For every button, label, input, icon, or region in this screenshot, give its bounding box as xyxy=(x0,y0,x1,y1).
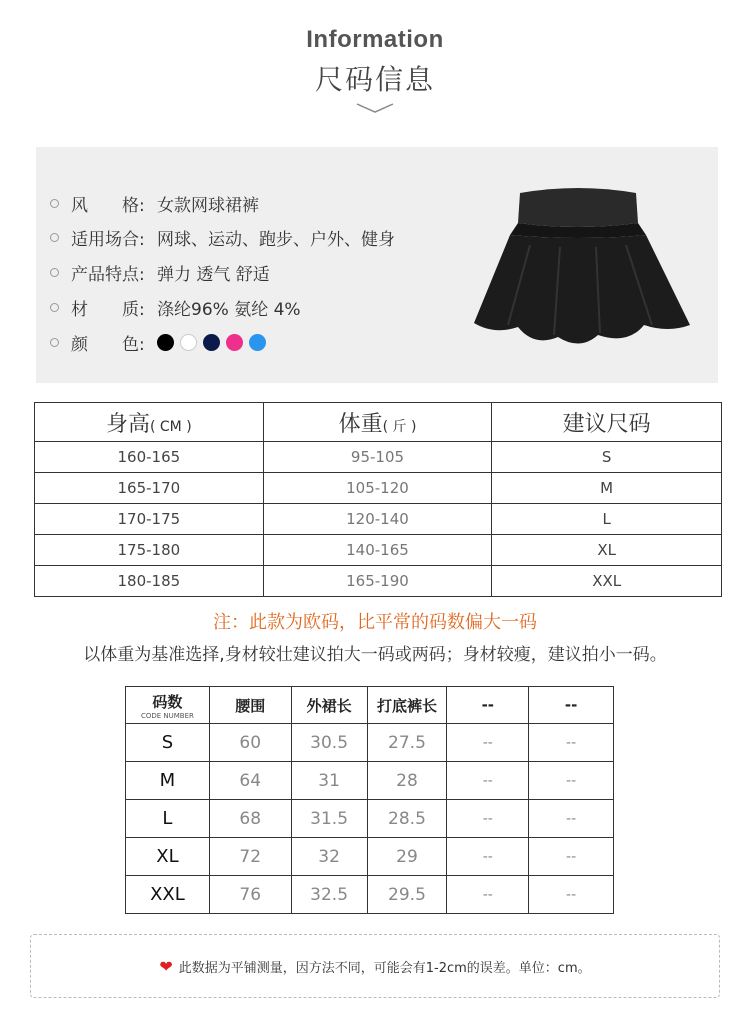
skirt-length-cell: 31.5 xyxy=(291,800,367,838)
skirt-length-cell: 31 xyxy=(291,762,367,800)
empty-cell: -- xyxy=(529,838,614,876)
info-row-style xyxy=(50,191,259,216)
height-cell: 160-165 xyxy=(35,442,264,473)
sizing-note-advice: 以体重为基准选择,身材较壮建议拍大一码或两码；身材较瘦，建议拍小一码。 xyxy=(83,645,667,665)
header-label: 建议尺码 xyxy=(562,411,651,437)
header-code xyxy=(126,687,210,724)
table-row xyxy=(35,473,722,504)
bullet-icon xyxy=(50,268,59,277)
heart-icon: ❤ xyxy=(159,956,173,976)
waist-cell: 64 xyxy=(209,762,291,800)
weight-cell: 140-165 xyxy=(263,535,492,566)
shorts-length-cell: 27.5 xyxy=(367,724,447,762)
waist-cell: 76 xyxy=(209,876,291,914)
height-cell: 180-185 xyxy=(35,566,264,597)
empty-cell: -- xyxy=(447,800,529,838)
waist-cell: 72 xyxy=(209,838,291,876)
skirt-product-image xyxy=(468,175,698,355)
color-swatch-pink[interactable] xyxy=(226,334,243,351)
shorts-length-cell: 28.5 xyxy=(367,800,447,838)
skirt-length-cell: 30.5 xyxy=(291,724,367,762)
height-cell: 165-170 xyxy=(35,473,264,504)
bullet-icon xyxy=(50,199,59,208)
sizing-note-warning: 注：此款为欧码，比平常的码数偏大一码 xyxy=(213,612,537,633)
header-shorts-length: 打底裤长 xyxy=(367,687,447,724)
color-swatch-white[interactable] xyxy=(180,334,197,351)
size-cell: M xyxy=(492,473,722,504)
size-cell: L xyxy=(126,800,210,838)
header-label: 码数 xyxy=(152,692,183,711)
color-swatch-black[interactable] xyxy=(157,334,174,351)
header-waist: 腰围 xyxy=(209,687,291,724)
title-en: Information xyxy=(306,26,444,53)
bullet-icon xyxy=(50,303,59,312)
header-label: 体重 xyxy=(338,411,383,437)
header xyxy=(0,26,750,120)
table-row xyxy=(126,800,614,838)
size-cell: S xyxy=(492,442,722,473)
table-row xyxy=(35,566,722,597)
weight-cell: 165-190 xyxy=(263,566,492,597)
color-swatch-navy[interactable] xyxy=(203,334,220,351)
info-value: 女款网球裙裤 xyxy=(157,196,259,216)
info-label: 颜 色: xyxy=(71,335,145,355)
header-unit: ( CM ) xyxy=(149,418,192,435)
title-cn: 尺码信息 xyxy=(314,63,435,96)
color-swatch-blue[interactable] xyxy=(249,334,266,351)
empty-cell: -- xyxy=(447,762,529,800)
info-label: 适用场合: xyxy=(71,230,145,250)
header-empty: -- xyxy=(447,687,529,724)
info-row-occasion xyxy=(50,225,395,250)
info-value: 涤纶96% 氨纶 4% xyxy=(157,300,301,320)
size-cell: M xyxy=(126,762,210,800)
empty-cell: -- xyxy=(529,762,614,800)
measurement-table xyxy=(125,686,614,914)
height-cell: 170-175 xyxy=(35,504,264,535)
bullet-icon xyxy=(50,338,59,347)
table-header-row xyxy=(35,403,722,442)
header-weight xyxy=(263,403,492,442)
empty-cell: -- xyxy=(529,800,614,838)
shorts-length-cell: 28 xyxy=(367,762,447,800)
empty-cell: -- xyxy=(529,876,614,914)
table-row xyxy=(35,535,722,566)
waist-cell: 60 xyxy=(209,724,291,762)
empty-cell: -- xyxy=(529,724,614,762)
header-height xyxy=(35,403,264,442)
weight-cell: 105-120 xyxy=(263,473,492,504)
empty-cell: -- xyxy=(447,876,529,914)
height-cell: 175-180 xyxy=(35,535,264,566)
skirt-length-cell: 32.5 xyxy=(291,876,367,914)
bullet-icon xyxy=(50,233,59,242)
disclaimer-text: 此数据为平铺测量，因方法不同，可能会有1-2cm的误差。单位：cm。 xyxy=(178,960,591,976)
size-cell: L xyxy=(492,504,722,535)
header-unit: ( 斤 ) xyxy=(382,418,417,435)
chevron-down-icon xyxy=(355,100,395,116)
table-row xyxy=(126,762,614,800)
header-skirt-length: 外裙长 xyxy=(291,687,367,724)
weight-cell: 95-105 xyxy=(263,442,492,473)
info-row-material xyxy=(50,295,301,320)
size-recommendation-table xyxy=(34,402,722,597)
product-info-panel xyxy=(36,147,718,383)
size-cell: XXL xyxy=(126,876,210,914)
table-row xyxy=(35,442,722,473)
shorts-length-cell: 29.5 xyxy=(367,876,447,914)
table-row xyxy=(126,838,614,876)
table-row xyxy=(126,876,614,914)
weight-cell: 120-140 xyxy=(263,504,492,535)
color-swatches xyxy=(157,334,272,351)
waist-cell: 68 xyxy=(209,800,291,838)
info-label: 材 质: xyxy=(71,300,145,320)
info-row-features xyxy=(50,260,270,285)
info-label: 产品特点: xyxy=(71,265,145,285)
shorts-length-cell: 29 xyxy=(367,838,447,876)
table-row xyxy=(126,724,614,762)
table-header-row xyxy=(126,687,614,724)
header-label: 身高 xyxy=(105,411,150,437)
size-cell: S xyxy=(126,724,210,762)
info-value: 网球、运动、跑步、户外、健身 xyxy=(157,230,395,250)
size-cell: XL xyxy=(492,535,722,566)
info-value: 弹力 透气 舒适 xyxy=(157,265,270,285)
size-cell: XL xyxy=(126,838,210,876)
empty-cell: -- xyxy=(447,724,529,762)
header-size xyxy=(492,403,722,442)
info-label: 风 格: xyxy=(71,196,145,216)
size-cell: XXL xyxy=(492,566,722,597)
info-row-color xyxy=(50,330,272,355)
header-empty: -- xyxy=(529,687,614,724)
skirt-length-cell: 32 xyxy=(291,838,367,876)
empty-cell: -- xyxy=(447,838,529,876)
header-sublabel: CODE NUMBER xyxy=(140,711,194,720)
measurement-disclaimer xyxy=(30,934,720,998)
table-row xyxy=(35,504,722,535)
